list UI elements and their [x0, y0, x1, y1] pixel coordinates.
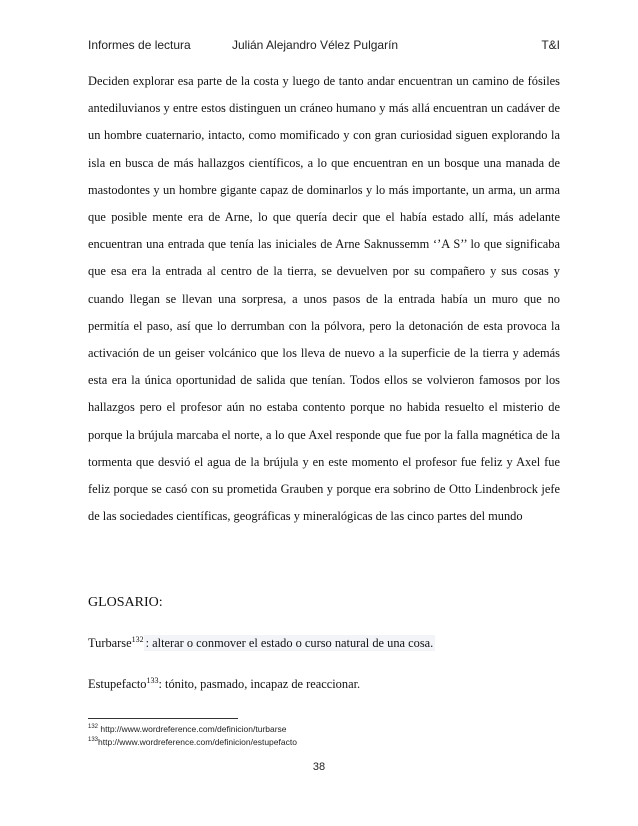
- footnote-item: [88, 736, 297, 749]
- header-left-text: Informes de lectura: [88, 38, 191, 52]
- glosario-heading: GLOSARIO:: [88, 595, 163, 610]
- footnote-item: [88, 723, 297, 736]
- footnote-link[interactable]: http://www.wordreference.com/definicion/estupefacto: [98, 737, 297, 747]
- body-paragraph: Deciden explorar esa parte de la costa y luego de tanto andar encuentran un camino de fósiles antediluvianos y entre estos distinguen un cráneo humano y más allá encuentran un cadáver de un hombre cuaternario, intacto, como momificado y con gran curiosidad siguen explorando la isla en busca de más hallazgos científicos, a lo que encuentran en un bosque una manada de mastodontes y un hombre gigante capaz de dominarlos y lo más importante, un arma, un arma que posible mente era de Arne, lo que quería decir que el había estado allí, más adelante encuentran una entrada que tenía las iniciales de Arne Saknussemm ‘’A S’’ lo que significaba que esa era la entrada al centro de la tierra, se devuelven por su compañero y sus cosas y cuando llegan se llevan una sorpresa, a unos pasos de la entrada había un muro que no permitía el paso, así que lo derrumban con la pólvora, pero la detonación de esta provoca la activación de un geiser volcánico que los lleva de nuevo a la superficie de la tierra y además esta era la única oportunidad de salida que tenían. Todos ellos se volvieron famosos por los hallazgos pero el profesor aún no estaba contento porque no habida resuelto el misterio de porque la brújula marcaba el norte, a lo que Axel responde que fue por la falla magnética de la tormenta que desvió el agua de la brújula y en este momento el profesor fue feliz y Axel fue feliz porque se casó con su prometida Grauben y porque era sobrino de Otto Lindenbrock jefe de las sociedades científicas, geográficas y mineralógicas de las cinco partes del mundo: [88, 74, 560, 524]
- glossary-definition: : alterar o conmover el estado o curso natural de una cosa.: [145, 636, 434, 650]
- footnote-ref: 133: [146, 675, 159, 685]
- footnote-number: 133: [88, 737, 99, 744]
- footnotes: [88, 723, 297, 749]
- header-right-text: T&I: [541, 38, 560, 52]
- footnote-divider: [88, 718, 238, 719]
- footnote-number: 132: [88, 724, 99, 731]
- glossary-term: Turbarse: [88, 636, 132, 650]
- glossary-term: Estupefacto: [88, 677, 147, 691]
- footnote-link[interactable]: http://www.wordreference.com/definicion/turbarse: [98, 724, 287, 734]
- page-number: 38: [312, 761, 326, 773]
- glossary-entry: [88, 636, 435, 651]
- page-header: [88, 38, 560, 54]
- footnote-ref: 132: [131, 634, 144, 644]
- glossary-entry: [88, 677, 360, 692]
- header-author: Julián Alejandro Vélez Pulgarín: [232, 38, 399, 52]
- glossary-definition: : tónito, pasmado, incapaz de reaccionar.: [158, 677, 361, 691]
